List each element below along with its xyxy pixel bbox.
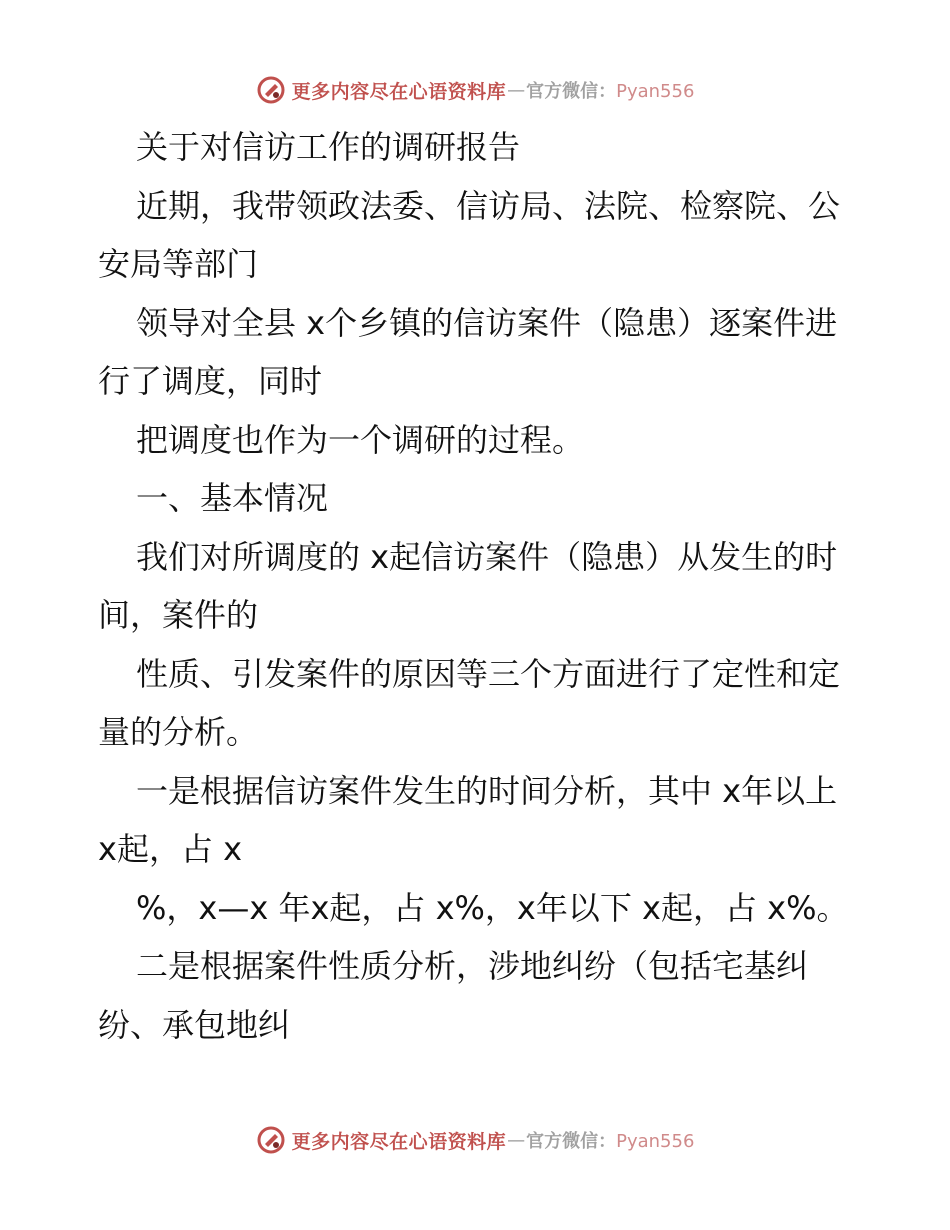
brand-logo-icon: [256, 75, 286, 105]
banner-title: 更多内容尽在心语资料库: [291, 80, 507, 103]
banner-title: 更多内容尽在心语资料库: [291, 1130, 507, 1153]
paragraph: 性质、引发案件的原因等三个方面进行了定性和定量的分析。: [98, 654, 841, 751]
section-heading: 一、基本情况: [136, 479, 329, 517]
paragraph: 领导对全县 x个乡镇的信访案件（隐患）逐案件进行了调度，同时: [98, 303, 838, 400]
header-banner: [0, 70, 950, 110]
banner-contact-prefix: 官方微信：: [526, 81, 617, 102]
footer-banner: [0, 1120, 950, 1160]
banner-separator: —: [507, 79, 526, 101]
paragraph: 把调度也作为一个调研的过程。: [136, 420, 585, 459]
paragraph: %，x—x 年x起，占 x%，x年以下 x起，占 x%。: [136, 888, 849, 927]
banner-contact-prefix: 官方微信：: [526, 1131, 617, 1152]
banner-contact-handle: Pyan556: [616, 1131, 695, 1152]
banner-separator: —: [507, 1129, 526, 1151]
paragraph: 我们对所调度的 x起信访案件（隐患）从发生的时间，案件的: [98, 537, 838, 634]
banner-contact-handle: Pyan556: [616, 81, 695, 102]
document-body: [98, 118, 858, 1054]
paragraph: 一是根据信访案件发生的时间分析，其中 x年以上 x起，占 x: [98, 771, 848, 868]
paragraph: 二是根据案件性质分析，涉地纠纷（包括宅基纠纷、承包地纠: [98, 947, 809, 1044]
brand-logo-icon: [256, 1125, 286, 1155]
document-title: 关于对信访工作的调研报告: [136, 128, 521, 166]
paragraph: 近期，我带领政法委、信访局、法院、检察院、公安局等部门: [98, 186, 841, 283]
banner-contact: [526, 1127, 694, 1153]
banner-contact: [526, 77, 694, 103]
